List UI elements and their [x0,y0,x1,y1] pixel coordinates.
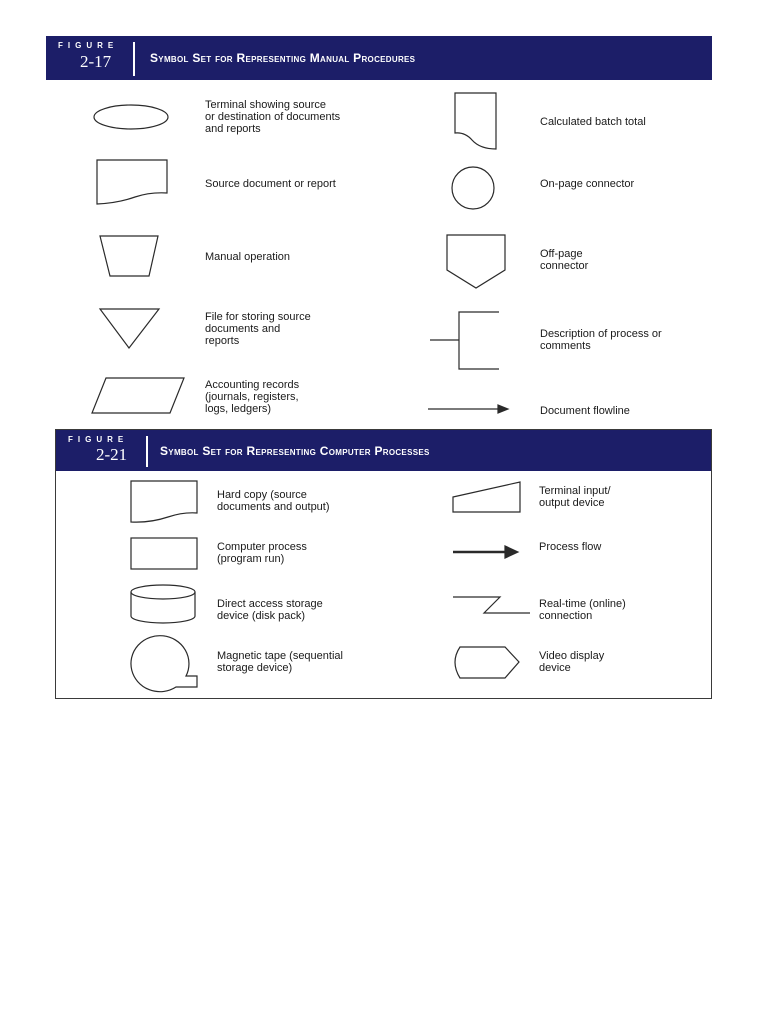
figure-title: Symbol Set for Representing Computer Processes [160,444,430,458]
label-on-page-connector: On-page connector [540,178,635,190]
label-source-document: Source document or report [205,178,336,190]
annotation-bracket-icon [430,312,499,369]
off-page-connector-pentagon-icon [447,235,505,288]
figure-number: 2-21 [96,445,128,464]
disk-storage-cylinder-icon [131,585,195,623]
label-realtime-connection: Real-time (online) connection [539,598,626,622]
source-document-icon [97,160,167,204]
computer-process-rectangle-icon [131,538,197,569]
hard-copy-document-icon [131,481,197,522]
flowline-arrow-icon [428,405,508,413]
figure-title: Symbol Set for Representing Manual Procedures [150,51,416,65]
label-manual-operation: Manual operation [205,251,291,263]
label-file-storage: File for storing source documents and reports [205,311,311,347]
manual-operation-trapezoid-icon [100,236,158,276]
figure-word: FIGURE [68,435,129,444]
label-hard-copy: Hard copy (source documents and output) [217,489,330,513]
magnetic-tape-icon [131,636,197,692]
label-description: Description of process or comments [540,328,662,352]
label-process-flow: Process flow [539,541,602,553]
terminal-io-device-icon [453,482,520,512]
label-document-flowline: Document flowline [540,405,630,417]
accounting-records-parallelogram-icon [92,378,184,413]
label-batch-total: Calculated batch total [540,116,646,128]
on-page-connector-circle-icon [452,167,494,209]
label-off-page-connector: Off-page connector [540,248,589,272]
file-triangle-icon [100,309,159,348]
label-video-display: Video display device [539,650,605,674]
figure-word: FIGURE [58,41,119,50]
label-terminal-io: Terminal input/ output device [539,485,611,509]
terminal-oval-icon [94,105,168,129]
label-magnetic-tape: Magnetic tape (sequential storage device) [217,650,343,674]
video-display-icon [455,647,519,678]
label-accounting-records: Accounting records (journals, registers, logs, ledgers) [205,379,300,415]
batch-total-icon [455,93,496,149]
label-terminal: Terminal showing source or destination of documents and reports [205,99,341,135]
realtime-connection-zigzag-icon [453,597,530,613]
figure-number: 2-17 [80,52,112,71]
process-flow-arrow-icon [453,546,518,558]
label-disk-storage: Direct access storage device (disk pack) [217,598,323,622]
label-computer-process: Computer process (program run) [217,541,307,565]
